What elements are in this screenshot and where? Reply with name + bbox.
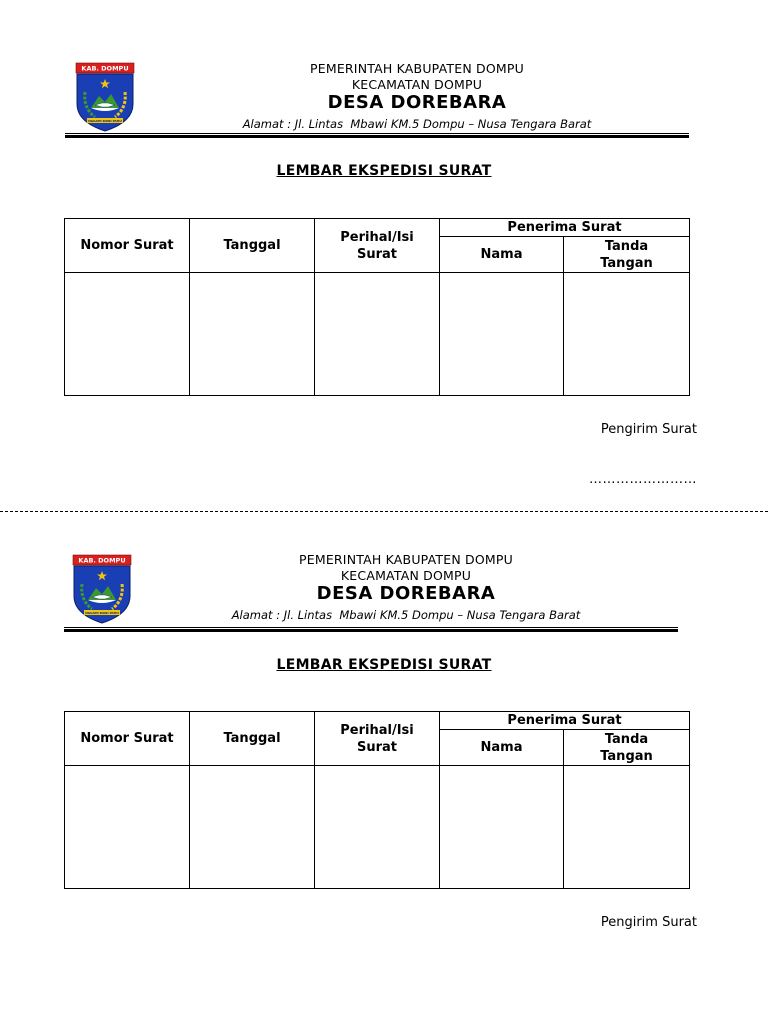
address-line: Alamat : Jl. Lintas Mbawi KM.5 Dompu – Nusa Tengara Barat xyxy=(242,117,592,131)
emblem-motto-text: NGGAHI RAWI PAHU xyxy=(85,611,119,615)
perihal-line-2: Surat xyxy=(356,246,397,262)
sender-label: Pengirim Surat xyxy=(600,422,697,437)
letterhead-divider xyxy=(64,627,678,632)
column-header-tanggal: Tanggal xyxy=(190,219,315,273)
cell-nomor-surat[interactable] xyxy=(65,766,190,889)
column-header-nama: Nama xyxy=(440,730,564,766)
sender-signature-line: …………………… xyxy=(589,472,697,487)
cell-nama[interactable] xyxy=(440,273,564,396)
expedition-sheet-1 xyxy=(0,0,768,500)
village-name: DESA DOREBARA xyxy=(316,583,496,604)
cell-nama[interactable] xyxy=(440,766,564,889)
form-title: LEMBAR EKSPEDISI SURAT xyxy=(276,657,492,673)
district-name: KECAMATAN DOMPU xyxy=(340,568,472,583)
ttd-line-2: Tangan xyxy=(600,748,653,764)
sender-label: Pengirim Surat xyxy=(600,915,697,930)
column-header-nomor-surat: Nomor Surat xyxy=(65,712,190,766)
cell-perihal[interactable] xyxy=(315,273,440,396)
column-header-penerima-surat: Penerima Surat xyxy=(440,712,690,730)
column-header-perihal xyxy=(315,219,440,273)
perihal-line-1: Perihal/Isi xyxy=(340,229,414,245)
dompu-regency-emblem-icon xyxy=(70,554,134,624)
emblem-banner-text: KAB. DOMPU xyxy=(78,556,126,565)
column-header-nomor-surat: Nomor Surat xyxy=(65,219,190,273)
cell-tanggal[interactable] xyxy=(190,766,315,889)
column-header-perihal xyxy=(315,712,440,766)
emblem-motto-text: NGGAHI RAWI PAHU xyxy=(88,119,122,123)
form-title: LEMBAR EKSPEDISI SURAT xyxy=(276,163,492,179)
column-header-penerima-surat: Penerima Surat xyxy=(440,219,690,237)
perihal-line-1: Perihal/Isi xyxy=(340,722,414,738)
ttd-line-1: Tanda xyxy=(604,731,649,747)
district-name: KECAMATAN DOMPU xyxy=(351,77,483,92)
ttd-line-1: Tanda xyxy=(604,238,649,254)
government-name: PEMERINTAH KABUPATEN DOMPU xyxy=(310,61,524,76)
cell-perihal[interactable] xyxy=(315,766,440,889)
cell-nomor-surat[interactable] xyxy=(65,273,190,396)
column-header-tanggal: Tanggal xyxy=(190,712,315,766)
column-header-tanda-tangan xyxy=(564,730,690,766)
expedition-sheet-2 xyxy=(0,491,768,991)
expedition-table xyxy=(64,711,690,889)
emblem-banner-text: KAB. DOMPU xyxy=(81,64,129,73)
cell-tanda-tangan[interactable] xyxy=(564,766,690,889)
ttd-line-2: Tangan xyxy=(600,255,653,271)
address-line: Alamat : Jl. Lintas Mbawi KM.5 Dompu – Nusa Tengara Barat xyxy=(231,608,581,622)
column-header-nama: Nama xyxy=(440,237,564,273)
village-name: DESA DOREBARA xyxy=(327,92,507,113)
perihal-line-2: Surat xyxy=(356,739,397,755)
cell-tanggal[interactable] xyxy=(190,273,315,396)
column-header-tanda-tangan xyxy=(564,237,690,273)
expedition-table xyxy=(64,218,690,396)
cell-tanda-tangan[interactable] xyxy=(564,273,690,396)
dompu-regency-emblem-icon xyxy=(73,62,137,132)
government-name: PEMERINTAH KABUPATEN DOMPU xyxy=(299,552,513,567)
letterhead-divider xyxy=(65,133,689,138)
